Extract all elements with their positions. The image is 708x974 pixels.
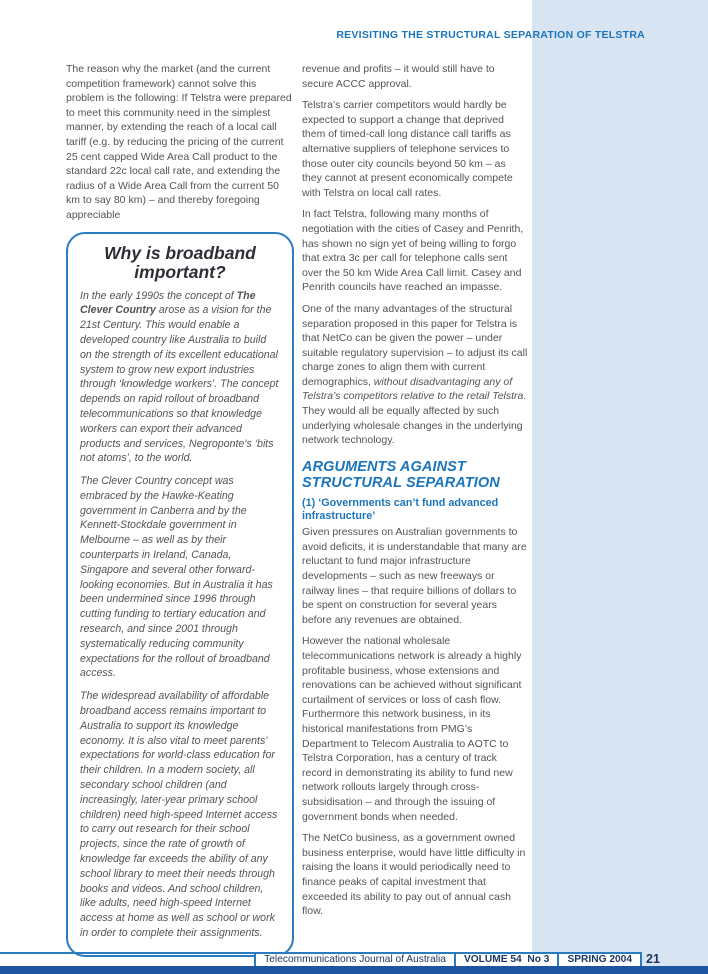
paragraph: However the national wholesale telecommunications network is already a highly profitable business, whose extensions and renovations can be achieved without significant curtailment of services or loss of cash flow. Furthermore this network business, in its historical manifestations from PMG’s Department to Telecom Australia to AOTC to Telstra Corporation, has a century of track record in demonstrating its ability to fund new network rollouts largely through cross-subsidisation – and through the issuing of government bonds when needed. [302, 635, 522, 823]
section-heading: ARGUMENTS AGAINST STRUCTURAL SEPARATION [302, 458, 500, 492]
running-header-title: REVISITING THE STRUCTURAL SEPARATION OF TELSTRA [336, 29, 645, 41]
paragraph: revenue and profits – it would still have to secure ACCC approval. [302, 63, 495, 90]
box-title-line2: important? [134, 262, 226, 283]
broadband-sidebar-box [66, 232, 294, 957]
paragraph: Telstra’s carrier competitors would hardly be expected to support a change that deprived them of timed-call long distance call tariffs as alternative suppliers of telephone services to those outer city councils beyond 50 km – as they cannot at present economically compete with Telstra on local call rates. [302, 99, 513, 199]
paragraph: Given pressures on Australian governments to avoid deficits, it is understandable that many are reluctant to fund major infrastructure developments – such as new freeways or railway lines – that require billions of dollars to be spent on construction for several years before any revenues are obtained. [302, 526, 527, 626]
bottom-bar [0, 966, 708, 974]
paragraph: In the early 1990s the concept of The Clever Country arose as a vision for the 21st Century. This would enable a developed country like Australia to build on the strength of its excellent educational system to grow new export industries through ‘knowledge workers’. The concept depends on rapid rollout of broadband telecommunications so that knowledge workers can export their advanced products and services, Negroponte’s ‘bits not atoms’, to the world. [80, 289, 279, 465]
paragraph: In fact Telstra, following many months of negotiation with the cities of Casey and Penrith, has shown no sign yet of being willing to forgo that extra 3c per call for telephone calls sent over the 50 km Wide Area Call limit. Casey and Penrith councils have reached an impasse. [302, 208, 524, 294]
box-title-line1: Why is broadband [104, 242, 256, 263]
right-column [302, 62, 528, 954]
paragraph: The Clever Country concept was embraced by the Hawke-Keating government in Canberra and by the Kennett-Stockdale government in Melbourne – as well as by their counterparts in Ireland, Canada, Singapore and several other forward-looking economies. But in Australia it has been undermined since 1996 through cutting funding to tertiary education and research, and since 2001 through systematically reducing community expectations for the rollout of broadband access. [80, 475, 273, 680]
footer-cells [0, 952, 642, 966]
paragraph: The reason why the market (and the current competition framework) cannot solve this problem is the following: If Telstra were prepared to meet this community need in the simplest manner, by extending the reach of a local call tariff (e.g. by reducing the pricing of the current 25 cent capped Wide Area Call product to the standard 22c local call rate, and extending the radius of a Wide Area Call from the current 50 km to say 80 km) – and thereby foregoing appreciable [66, 63, 292, 221]
left-column [66, 62, 294, 957]
paragraph: The widespread availability of affordable broadband access remains important to Australia to support its knowledge economy. It is also vital to meet parents’ expectations for world-class education for their children. In a modern society, all secondary school children (and increasingly, later-year primary school children) need high-speed Internet access to carry out research for their school projects, since the rate of growth of knowledge far exceeds the ability of any school library to meet their needs through books and videos. And school children, like adults, need high-speed Internet access at home as well as school or work in order to complete their assignments. [80, 690, 278, 939]
right-margin-band [532, 0, 708, 966]
left-column-text [66, 62, 294, 223]
footer-cell: VOLUME 54 No 3 [454, 954, 557, 966]
footer-cell: SPRING 2004 [557, 954, 642, 966]
footer [0, 952, 708, 966]
footer-cell: Telecommunications Journal of Australia [254, 954, 454, 966]
box-title [80, 244, 280, 283]
box-text [80, 289, 280, 941]
page-number: 21 [646, 952, 660, 966]
paragraph: The NetCo business, as a government owned business enterprise, would have little difficulty in raising the loans it would periodically need to finance peaks of capital investment that exceeded its ability to pay out of annual cash flow. [302, 832, 526, 918]
paragraph: One of the many advantages of the structural separation proposed in this paper for Telstra is that NetCo can be given the power – under suitable regulatory supervision – to adjust its call charge zones to align them with current demographics, without disadvantaging any of Telstra’s competitors relative to the retail Telstra. They would all be equally affected by such underlying wholesale changes in the underlying network technology. [302, 302, 528, 447]
subsection-heading: (1) ‘Governments can’t fund advanced infrastructure’ [302, 496, 499, 523]
